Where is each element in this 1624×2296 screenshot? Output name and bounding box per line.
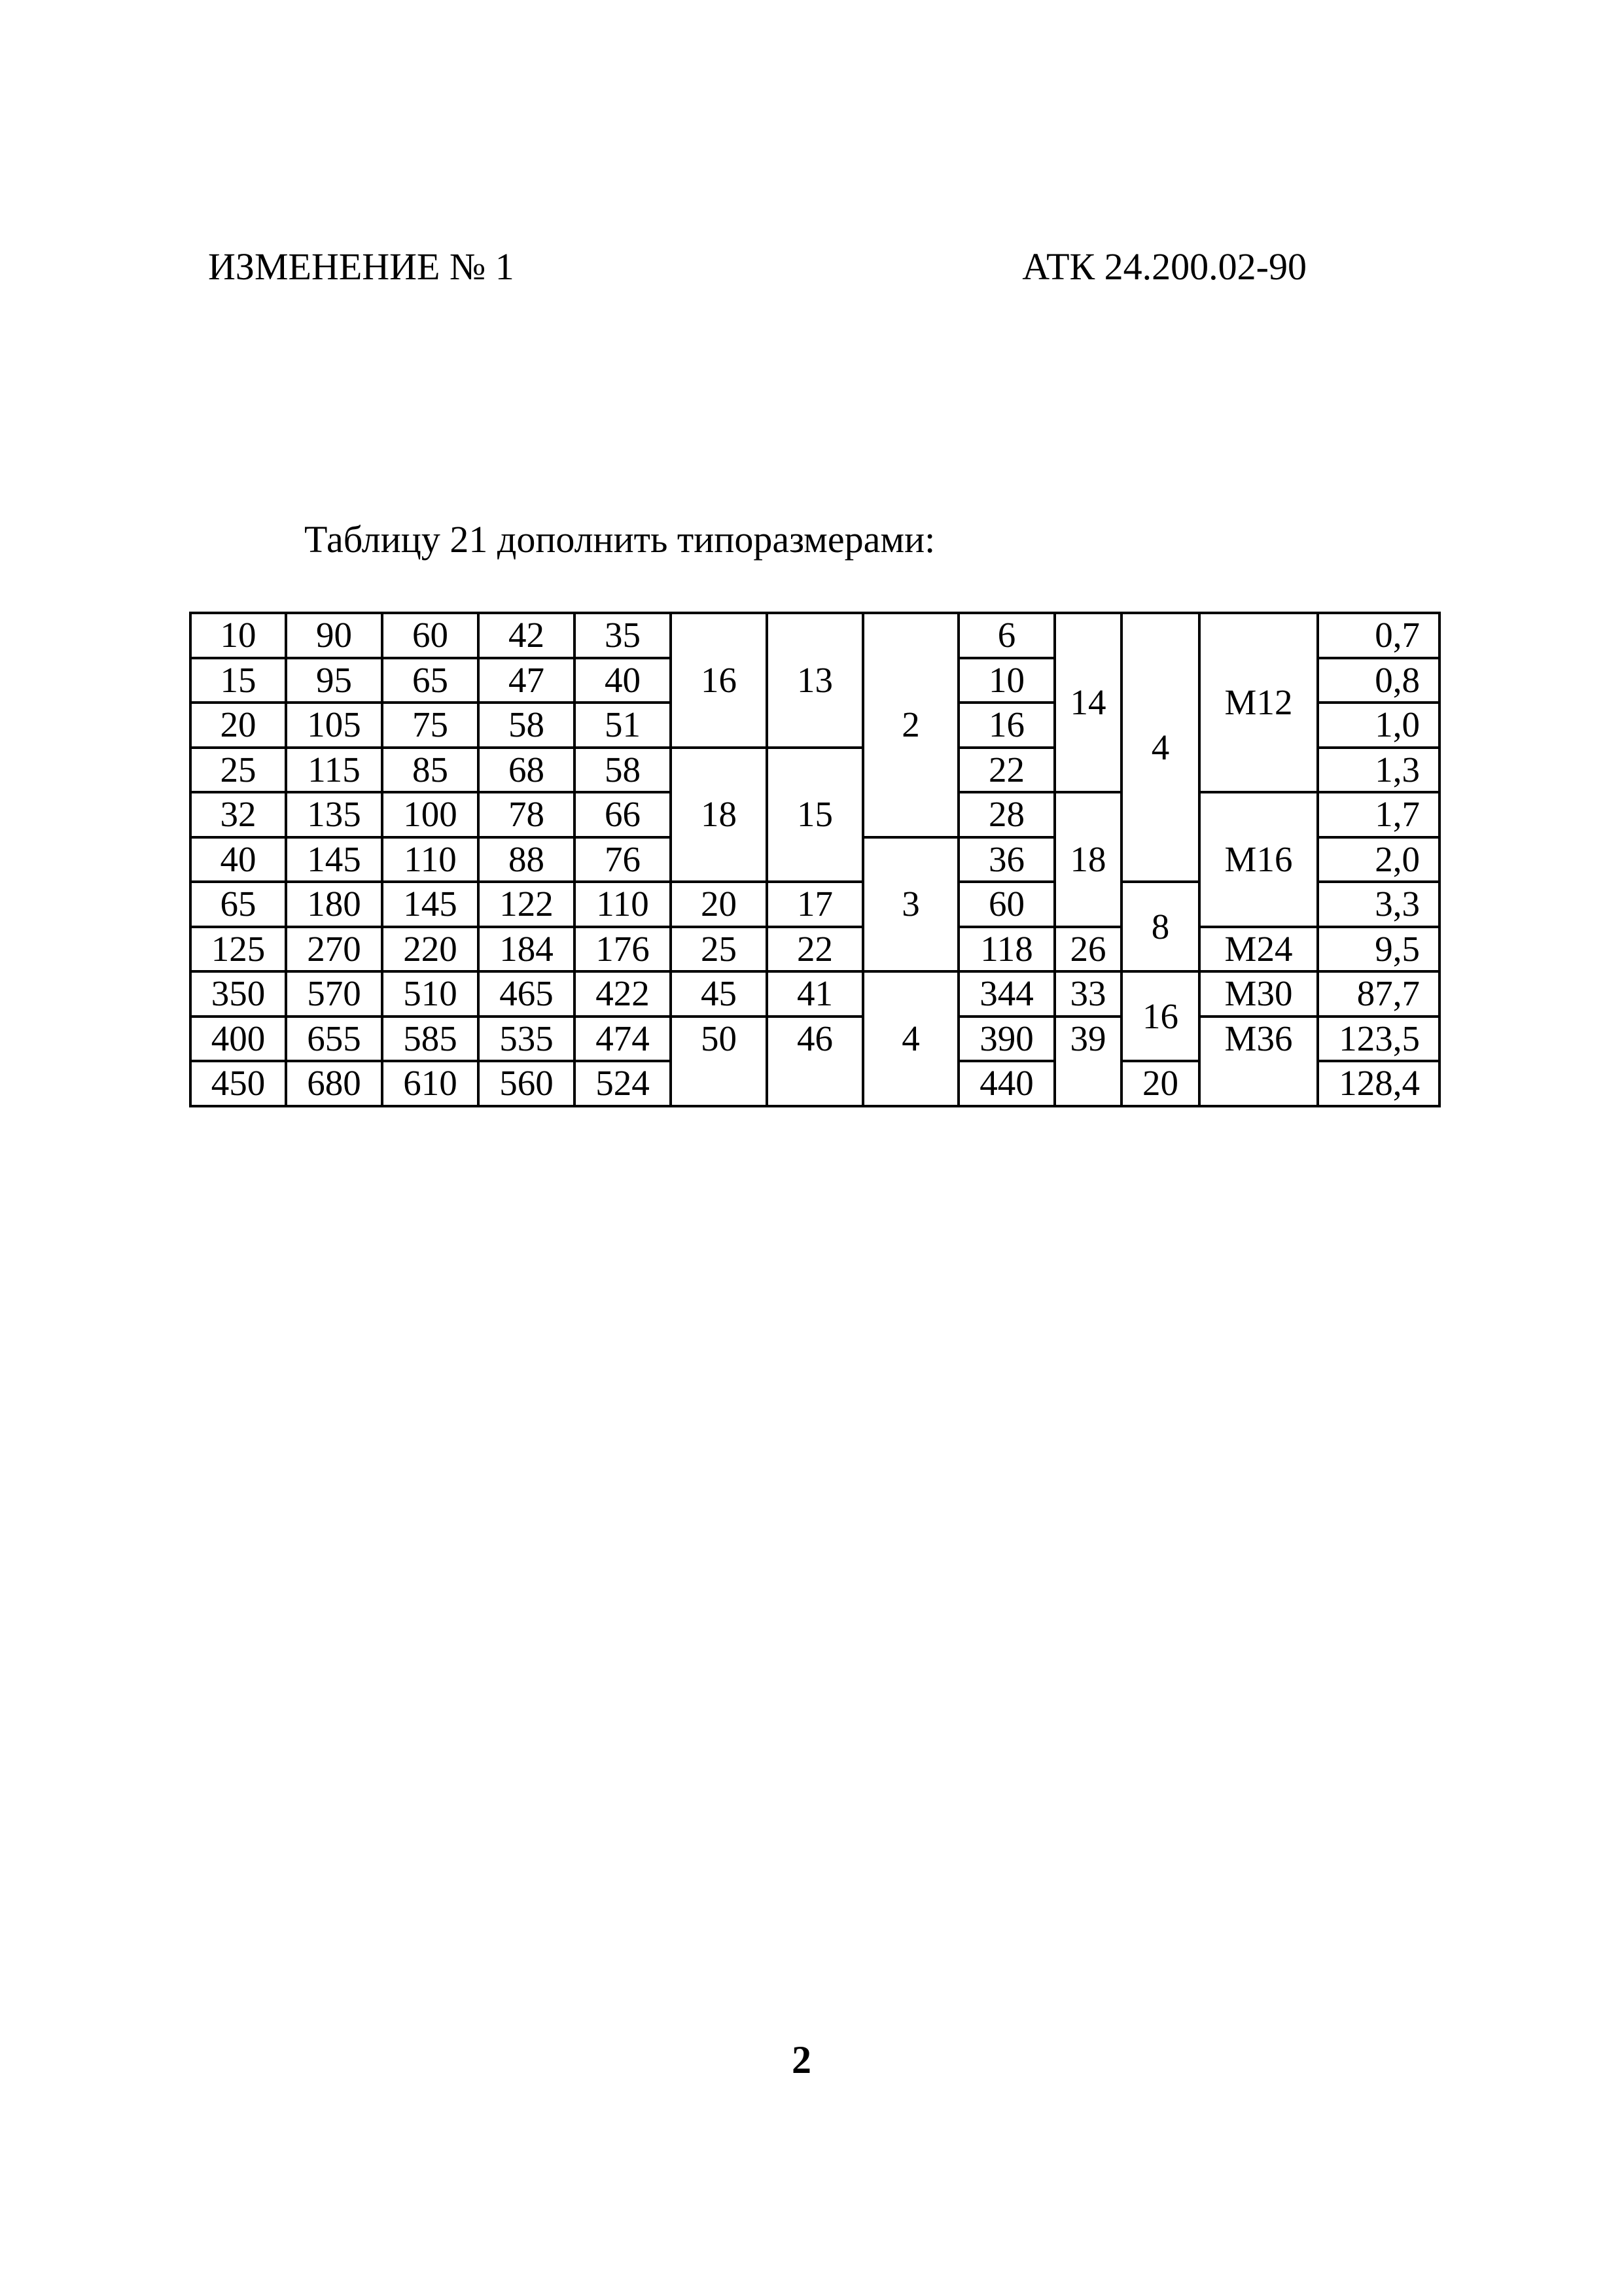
table-cell: 115 bbox=[286, 748, 382, 793]
table-cell: 176 bbox=[574, 927, 671, 972]
table-row bbox=[190, 927, 1439, 972]
table-cell: 655 bbox=[286, 1017, 382, 1062]
table-cell: 95 bbox=[286, 658, 382, 703]
table-cell: 16 bbox=[1121, 971, 1199, 1061]
table-cell: 78 bbox=[478, 792, 574, 837]
table-cell: 17 bbox=[767, 882, 863, 927]
table-cell: 1,3 bbox=[1318, 748, 1439, 793]
table-cell: 14 bbox=[1055, 613, 1121, 792]
table-cell: 36 bbox=[959, 837, 1055, 882]
table-cell: 4 bbox=[863, 971, 959, 1106]
table-cell: 66 bbox=[574, 792, 671, 837]
table-cell: 18 bbox=[671, 748, 767, 882]
table-cell: 8 bbox=[1121, 882, 1199, 971]
table-cell: 87,7 bbox=[1318, 971, 1439, 1017]
sizes-table bbox=[189, 612, 1441, 1107]
table-cell: 25 bbox=[190, 748, 286, 793]
table-cell: 105 bbox=[286, 703, 382, 748]
table-cell: 422 bbox=[574, 971, 671, 1017]
amendment-title: ИЗМЕНЕНИЕ № 1 bbox=[208, 245, 514, 288]
table-cell: 42 bbox=[478, 613, 574, 658]
table-cell: 145 bbox=[286, 837, 382, 882]
document-code: АТК 24.200.02-90 bbox=[1022, 245, 1307, 288]
table-cell: 9,5 bbox=[1318, 927, 1439, 972]
table-cell: 22 bbox=[767, 927, 863, 972]
table-cell: 100 bbox=[382, 792, 478, 837]
table-cell: 4 bbox=[1121, 613, 1199, 882]
table-cell: 180 bbox=[286, 882, 382, 927]
table-cell: 28 bbox=[959, 792, 1055, 837]
table-cell: 40 bbox=[574, 658, 671, 703]
table-cell: 344 bbox=[959, 971, 1055, 1017]
table-cell: 18 bbox=[1055, 792, 1121, 927]
table-cell: 75 bbox=[382, 703, 478, 748]
table-cell: 0,7 bbox=[1318, 613, 1439, 658]
table-row bbox=[190, 1017, 1439, 1062]
table-cell: 85 bbox=[382, 748, 478, 793]
table-cell: 110 bbox=[574, 882, 671, 927]
table-cell: 65 bbox=[190, 882, 286, 927]
table-cell: M36 bbox=[1199, 1017, 1318, 1106]
table-cell: 20 bbox=[1121, 1061, 1199, 1106]
table-cell: 39 bbox=[1055, 1017, 1121, 1106]
table-cell: 145 bbox=[382, 882, 478, 927]
table-cell: 123,5 bbox=[1318, 1017, 1439, 1062]
table-cell: 46 bbox=[767, 1017, 863, 1106]
table-cell: 510 bbox=[382, 971, 478, 1017]
table-cell: 3 bbox=[863, 837, 959, 972]
table-row bbox=[190, 971, 1439, 1017]
table-cell: 60 bbox=[959, 882, 1055, 927]
table-cell: 390 bbox=[959, 1017, 1055, 1062]
table-cell: 3,3 bbox=[1318, 882, 1439, 927]
table-cell: 16 bbox=[671, 613, 767, 748]
table-cell: 118 bbox=[959, 927, 1055, 972]
table-cell: 465 bbox=[478, 971, 574, 1017]
table-cell: 535 bbox=[478, 1017, 574, 1062]
table-cell: 47 bbox=[478, 658, 574, 703]
table-cell: 20 bbox=[190, 703, 286, 748]
table-cell: 41 bbox=[767, 971, 863, 1017]
table-cell: 26 bbox=[1055, 927, 1121, 972]
table-cell: 110 bbox=[382, 837, 478, 882]
table-cell: 35 bbox=[574, 613, 671, 658]
table-cell: 16 bbox=[959, 703, 1055, 748]
table-cell: 1,7 bbox=[1318, 792, 1439, 837]
table-cell: 51 bbox=[574, 703, 671, 748]
table-cell: M24 bbox=[1199, 927, 1318, 972]
table-cell: 90 bbox=[286, 613, 382, 658]
table-cell: 350 bbox=[190, 971, 286, 1017]
table-cell: 32 bbox=[190, 792, 286, 837]
table-cell: 58 bbox=[574, 748, 671, 793]
table-cell: 400 bbox=[190, 1017, 286, 1062]
table-cell: M30 bbox=[1199, 971, 1318, 1017]
table-cell: 524 bbox=[574, 1061, 671, 1106]
table-cell: 65 bbox=[382, 658, 478, 703]
table-cell: 20 bbox=[671, 882, 767, 927]
table-cell: 220 bbox=[382, 927, 478, 972]
table-cell: 128,4 bbox=[1318, 1061, 1439, 1106]
table-cell: 0,8 bbox=[1318, 658, 1439, 703]
table-cell: 680 bbox=[286, 1061, 382, 1106]
table-cell: 122 bbox=[478, 882, 574, 927]
table-cell: 450 bbox=[190, 1061, 286, 1106]
table-cell: 570 bbox=[286, 971, 382, 1017]
table-cell: 88 bbox=[478, 837, 574, 882]
table-cell: 10 bbox=[959, 658, 1055, 703]
table-cell: 270 bbox=[286, 927, 382, 972]
table-cell: 135 bbox=[286, 792, 382, 837]
table-cell: 10 bbox=[190, 613, 286, 658]
table-caption: Таблицу 21 дополнить типоразмерами: bbox=[304, 518, 936, 561]
table-row bbox=[190, 613, 1439, 658]
table-cell: 68 bbox=[478, 748, 574, 793]
table-cell: M16 bbox=[1199, 792, 1318, 927]
table-cell: 560 bbox=[478, 1061, 574, 1106]
table-cell: 13 bbox=[767, 613, 863, 748]
table-cell: 125 bbox=[190, 927, 286, 972]
table-cell: 50 bbox=[671, 1017, 767, 1106]
page-number: 2 bbox=[792, 2038, 811, 2081]
table-cell: 40 bbox=[190, 837, 286, 882]
table-cell: M12 bbox=[1199, 613, 1318, 792]
table-cell: 2,0 bbox=[1318, 837, 1439, 882]
table-cell: 2 bbox=[863, 613, 959, 837]
table-cell: 45 bbox=[671, 971, 767, 1017]
table-cell: 76 bbox=[574, 837, 671, 882]
table-cell: 15 bbox=[190, 658, 286, 703]
table-cell: 58 bbox=[478, 703, 574, 748]
table-cell: 1,0 bbox=[1318, 703, 1439, 748]
table-cell: 15 bbox=[767, 748, 863, 882]
table-cell: 440 bbox=[959, 1061, 1055, 1106]
table-cell: 6 bbox=[959, 613, 1055, 658]
table-cell: 585 bbox=[382, 1017, 478, 1062]
table-cell: 60 bbox=[382, 613, 478, 658]
table-cell: 184 bbox=[478, 927, 574, 972]
table-cell: 474 bbox=[574, 1017, 671, 1062]
table-cell: 25 bbox=[671, 927, 767, 972]
table-cell: 22 bbox=[959, 748, 1055, 793]
table-cell: 33 bbox=[1055, 971, 1121, 1017]
table-cell: 610 bbox=[382, 1061, 478, 1106]
